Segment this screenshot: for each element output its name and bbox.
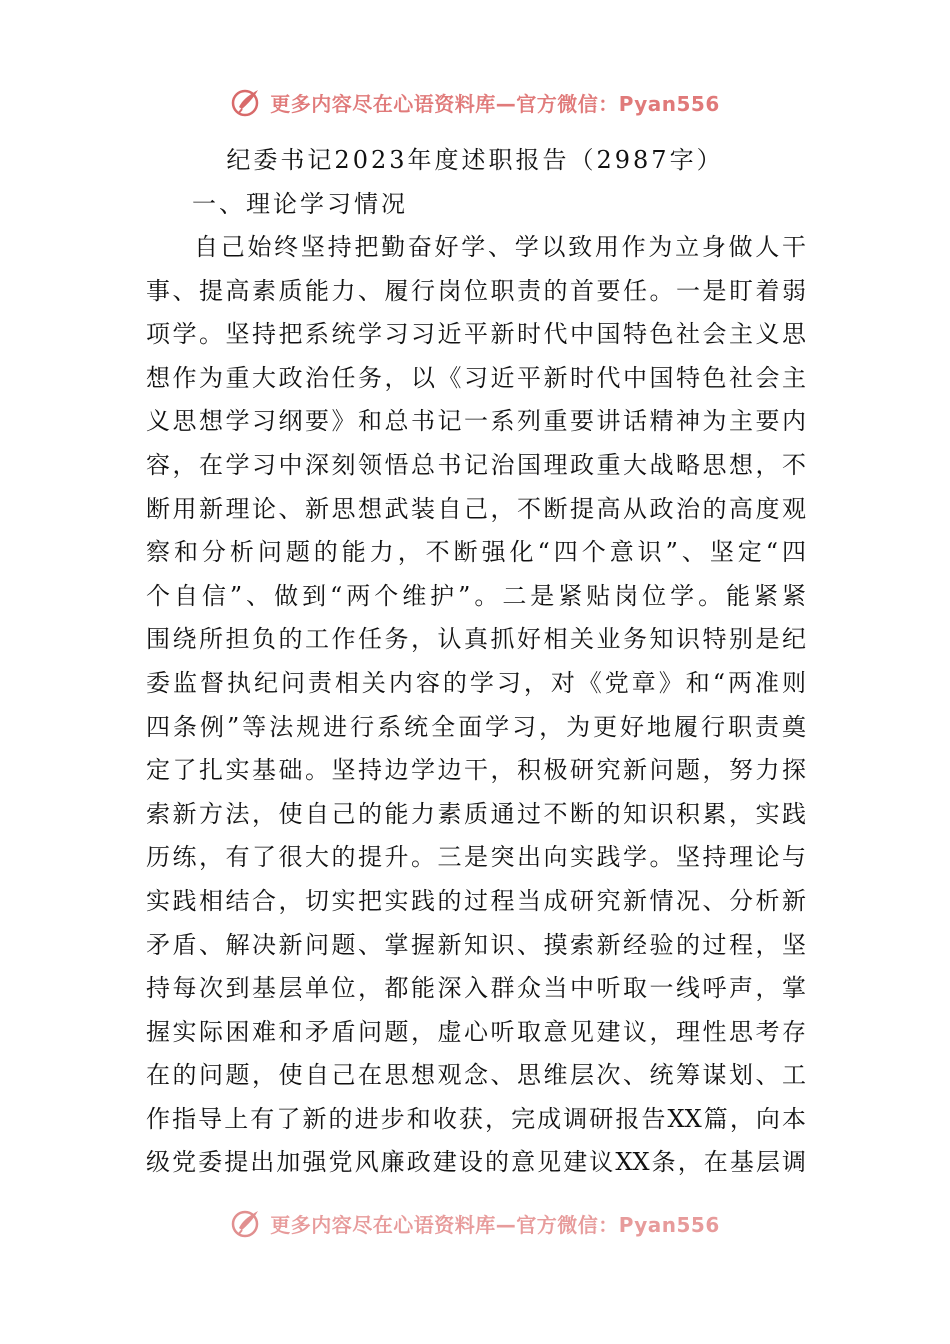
body-line: 持每次到基层单位，都能深入群众当中听取一线呼声，掌 (146, 974, 806, 1003)
body-line: 四条例”等法规进行系统全面学习，为更好地履行职责奠 (146, 712, 806, 741)
watermark-text: 更多内容尽在心语资料库—官方微信：Pyan556 (270, 1212, 720, 1237)
watermark-banner (230, 85, 720, 119)
body-line: 索新方法，使自己的能力素质通过不断的知识积累，实践 (146, 799, 806, 828)
document-title: 纪委书记2023年度述职报告（2987字） (226, 146, 724, 174)
body-paragraph (146, 229, 806, 1188)
body-line: 自己始终坚持把勤奋好学、学以致用作为立身做人干 (194, 233, 806, 261)
body-line: 作指导上有了新的进步和收获，完成调研报告XX篇，向本 (146, 1104, 806, 1133)
body-line: 察和分析问题的能力，不断强化“四个意识”、坚定“四 (146, 538, 806, 567)
quill-seal-logo-icon (230, 1206, 264, 1240)
body-line: 握实际困难和矛盾问题，虚心听取意见建议，理性思考存 (146, 1017, 806, 1046)
body-line: 容，在学习中深刻领悟总书记治国理政重大战略思想，不 (146, 450, 806, 479)
watermark-banner (230, 1206, 720, 1240)
body-line: 实践相结合，切实把实践的过程当成研究新情况、分析新 (146, 886, 806, 915)
header-watermark (0, 82, 950, 122)
body-line: 想作为重大政治任务，以《习近平新时代中国特色社会主 (146, 363, 806, 392)
body-line: 义思想学习纲要》和总书记一系列重要讲话精神为主要内 (146, 407, 806, 436)
body-line: 断用新理论、新思想武装自己，不断提高从政治的高度观 (146, 494, 806, 523)
body-line: 委监督执纪问责相关内容的学习，对《党章》和“两准则 (146, 668, 806, 697)
body-line: 围绕所担负的工作任务，认真抓好相关业务知识特别是纪 (146, 625, 806, 654)
footer-watermark (0, 1203, 950, 1243)
body-line: 在的问题，使自己在思想观念、思维层次、统筹谋划、工 (146, 1061, 806, 1090)
quill-seal-logo-icon (230, 85, 264, 119)
body-line: 级党委提出加强党风廉政建设的意见建议XX条，在基层调 (146, 1148, 806, 1177)
body-line: 项学。坚持把系统学习习近平新时代中国特色社会主义思 (146, 320, 806, 349)
body-line: 矛盾、解决新问题、掌握新知识、摸索新经验的过程，坚 (146, 930, 806, 959)
body-line: 事、提高素质能力、履行岗位职责的首要任。一是盯着弱 (146, 276, 806, 305)
section-heading: 一、理论学习情况 (192, 190, 408, 218)
body-line: 定了扎实基础。坚持边学边干，积极研究新问题，努力探 (146, 756, 806, 785)
watermark-text: 更多内容尽在心语资料库—官方微信：Pyan556 (270, 91, 720, 116)
body-line: 个自信”、做到“两个维护”。二是紧贴岗位学。能紧紧 (146, 581, 806, 610)
body-line: 历练，有了很大的提升。三是突出向实践学。坚持理论与 (146, 843, 806, 872)
